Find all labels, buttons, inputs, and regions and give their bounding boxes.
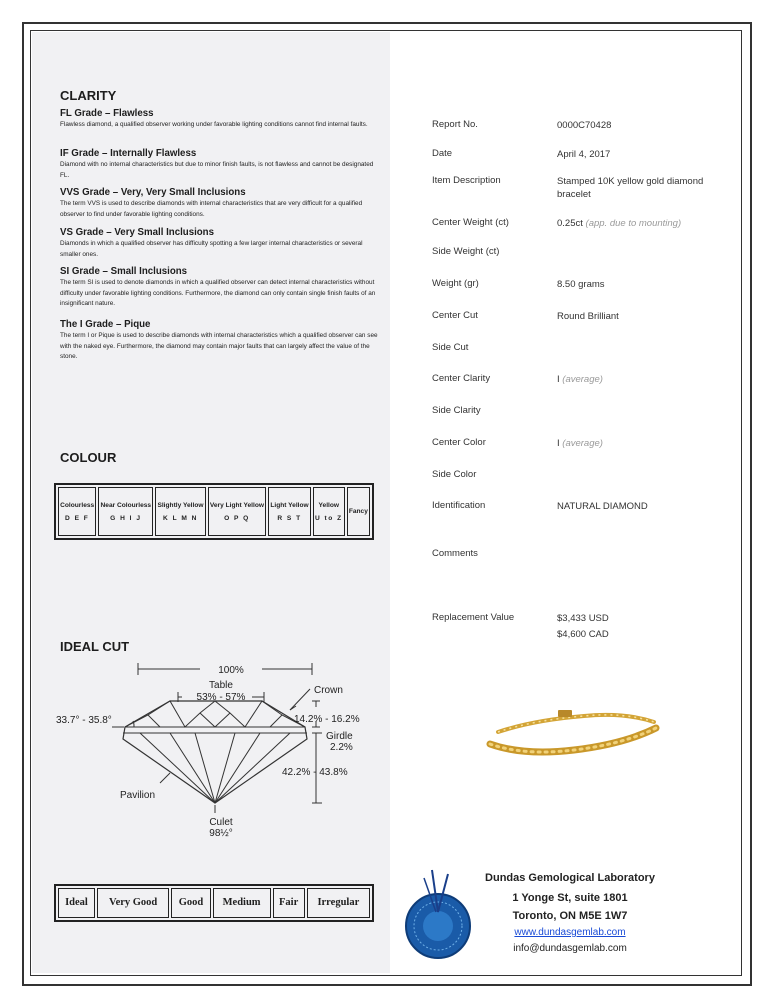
report-label: Identification [432, 500, 486, 511]
colour-grade: U to Z [314, 514, 343, 522]
lab-seal-logo [402, 866, 472, 966]
report-value: 8.50 grams [557, 279, 605, 290]
report-label: Report No. [432, 119, 478, 130]
report-label: Center Weight (ct) [432, 217, 509, 228]
colour-name: Near Colourless [100, 501, 152, 509]
clarity-grade-si [60, 266, 380, 310]
crown-height-label: 14.2% - 16.2% [294, 714, 360, 725]
report-value: 0000C70428 [557, 120, 612, 131]
report-note: (average) [562, 374, 603, 385]
colour-grade: R S T [277, 514, 302, 522]
report-label: Weight (gr) [432, 278, 479, 289]
colour-cell [58, 487, 96, 536]
colour-name: Slightly Yellow [157, 501, 204, 509]
colour-name: Fancy [348, 508, 368, 515]
table-label: Table [209, 680, 233, 691]
cut-grade-cell: Very Good [97, 888, 169, 918]
crown-label: Crown [314, 685, 343, 696]
report-row-replacement-value [432, 612, 742, 652]
report-label: Side Color [432, 469, 477, 480]
clarity-grade-vvs [60, 187, 380, 220]
report-label: Comments [432, 548, 478, 559]
lab-address-line1: 1 Yonge St, suite 1801 [512, 892, 628, 904]
colour-scale-table [54, 483, 374, 540]
report-value: I [557, 374, 560, 385]
report-label: Replacement Value [432, 612, 515, 623]
crown-angle-label: 33.7° - 35.8° [56, 715, 112, 726]
colour-grade: O P Q [224, 514, 250, 522]
colour-name: Very Light Yellow [209, 501, 264, 509]
colour-grade: D E F [64, 514, 90, 522]
clarity-grade-text: The term VVS is used to describe diamonds with internal characteristics that are very difficult for a qualified observer to find under favorable lighting conditions. [60, 200, 363, 218]
replacement-cad: $4,600 CAD [557, 629, 609, 640]
clarity-grade-text: Flawless diamond, a qualified observer working under favorable lighting conditions cannot find internal faults. [60, 121, 368, 128]
pavilion-depth-label: 42.2% - 43.8% [282, 767, 348, 778]
clarity-grade-fl [60, 108, 380, 131]
colour-name: Colourless [60, 501, 95, 509]
colour-cell [347, 487, 370, 536]
diamond-proportions-diagram [50, 655, 390, 845]
culet-value-label: 98½° [209, 828, 233, 839]
report-value: Stamped 10K yellow gold diamond bracelet [557, 176, 704, 200]
colour-name: Yellow [318, 501, 340, 509]
report-label: Item Description [432, 175, 501, 186]
cut-scale-table [54, 884, 374, 922]
report-label: Center Cut [432, 310, 478, 321]
cut-grade-cell: Fair [273, 888, 305, 918]
pavilion-label: Pavilion [120, 790, 156, 801]
colour-name: Light Yellow [270, 501, 309, 509]
clarity-grade-text: The term I or Pique is used to describe diamonds with internal characteristics which a qualified observer can see with the naked eye. Furthermore, the diamond may contain major faults that can largely affect the value of the stone. [60, 332, 378, 360]
colour-cell [313, 487, 345, 536]
clarity-grade-text: The term SI is used to denote diamonds in which a qualified observer can detect internal characteristics without difficulty under favorable lighting conditions. Furthermore, the diamond can only contain single finish faults of an insignificant nature. [60, 279, 376, 307]
report-note: (app. due to mounting) [585, 218, 682, 229]
report-value: NATURAL DIAMOND [557, 501, 648, 512]
report-label: Center Color [432, 437, 486, 448]
clarity-grade-heading: VVS Grade – Very, Very Small Inclusions [60, 187, 246, 198]
cut-grade-cell: Irregular [307, 888, 370, 918]
clarity-grade-heading: VS Grade – Very Small Inclusions [60, 227, 214, 238]
lab-website-link[interactable]: www.dundasgemlab.com [514, 927, 626, 938]
cut-grade-cell: Medium [213, 888, 271, 918]
table-range-label: 53% - 57% [196, 692, 246, 703]
bracelet-photo [484, 700, 664, 760]
clarity-grade-heading: IF Grade – Internally Flawless [60, 148, 197, 159]
clarity-grade-heading: The I Grade – Pique [60, 319, 151, 330]
clarity-grade-text: Diamonds in which a qualified observer has difficulty spotting a few larger internal characteristics or several smaller ones. [60, 240, 363, 258]
cut-grade-cell: Ideal [58, 888, 95, 918]
clarity-grade-if [60, 148, 380, 181]
replacement-usd: $3,433 USD [557, 613, 609, 624]
clarity-grade-text: Diamond with no internal characteristics but due to minor finish faults, is not flawless and cannot be designated FL. [60, 161, 374, 179]
report-label: Date [432, 148, 453, 159]
report-value: 0.25ct [557, 218, 583, 229]
girdle-label: Girdle [326, 731, 353, 742]
clarity-grade-vs [60, 227, 380, 260]
report-value: I [557, 438, 560, 449]
culet-label: Culet [209, 817, 233, 828]
report-label: Side Weight (ct) [432, 246, 500, 257]
colour-grade: G H I J [110, 514, 142, 522]
clarity-grade-i [60, 319, 380, 363]
colour-title: COLOUR [60, 450, 117, 465]
report-label: Side Cut [432, 342, 469, 353]
colour-grade: K L M N [163, 514, 198, 522]
width-label: 100% [218, 665, 244, 676]
report-value: Round Brilliant [557, 311, 619, 322]
report-label: Center Clarity [432, 373, 491, 384]
colour-cell [98, 487, 153, 536]
clarity-grade-heading: SI Grade – Small Inclusions [60, 266, 188, 277]
lab-email: info@dundasgemlab.com [513, 943, 627, 954]
ideal-cut-title: IDEAL CUT [60, 639, 130, 654]
report-label: Side Clarity [432, 405, 481, 416]
colour-cell [268, 487, 311, 536]
colour-cell [208, 487, 267, 536]
lab-address-line2: Toronto, ON M5E 1W7 [512, 910, 628, 922]
report-note: (average) [562, 438, 603, 449]
cut-grade-cell: Good [171, 888, 210, 918]
lab-name: Dundas Gemological Laboratory [485, 872, 655, 884]
clarity-grade-heading: FL Grade – Flawless [60, 108, 154, 119]
report-value: April 4, 2017 [557, 149, 611, 160]
colour-cell [155, 487, 205, 536]
girdle-value-label: 2.2% [330, 742, 353, 753]
clarity-title: CLARITY [60, 88, 117, 103]
